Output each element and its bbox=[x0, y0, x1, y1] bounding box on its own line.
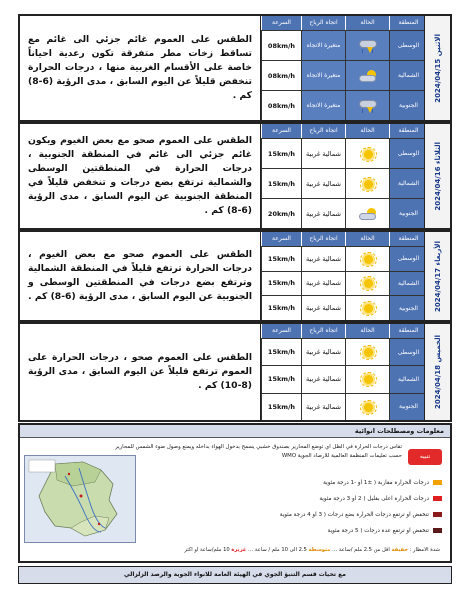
table-row bbox=[261, 60, 427, 90]
header-condition: الحالة bbox=[345, 232, 389, 246]
condition-cell bbox=[345, 394, 389, 420]
scale-moderate: متوسطة bbox=[308, 547, 331, 553]
wind-speed: 08km/h bbox=[261, 91, 301, 120]
sun-icon bbox=[358, 300, 378, 316]
notes-section bbox=[18, 423, 452, 563]
wind-direction: شمالية غربية bbox=[301, 339, 345, 365]
footer: مع تحيات قسم التنبؤ الجوي في الهيئة العامة للانواء الجوية والرصد الزلزالي bbox=[18, 566, 452, 584]
wind-direction: متغيرة الاتجاه bbox=[301, 91, 345, 120]
region-label: الجنوبية bbox=[389, 91, 427, 120]
sun-icon bbox=[358, 146, 378, 162]
wind-speed: 08km/h bbox=[261, 61, 301, 90]
sun-icon bbox=[358, 371, 378, 387]
legend-swatch bbox=[433, 480, 442, 485]
scale-heavy: غزيرة bbox=[231, 547, 247, 553]
wind-speed: 20km/h bbox=[261, 199, 301, 228]
sun-icon bbox=[358, 251, 378, 267]
condition-cell bbox=[345, 31, 389, 60]
scale-light: خفيفة bbox=[391, 547, 408, 553]
header-condition: الحالة bbox=[345, 124, 389, 138]
region-table bbox=[260, 124, 426, 228]
sun-icon bbox=[358, 176, 378, 192]
legend-label: تنخفض او ترتفع درجات الحرارة بضع درجات ( 3 او 4 درجة مئوية bbox=[279, 512, 429, 518]
wind-speed: 15km/h bbox=[261, 247, 301, 271]
wind-direction: شمالية غربية bbox=[301, 139, 345, 168]
wind-direction: شمالية غربية bbox=[301, 169, 345, 198]
header-speed: السرعة bbox=[261, 124, 301, 138]
table-row bbox=[261, 198, 427, 228]
table-row bbox=[261, 295, 427, 320]
legend-label: درجات الحرارة اعلى بقليل ( 2 او 3 درجة مئوية bbox=[319, 496, 429, 502]
partly-cloudy-icon bbox=[358, 206, 378, 222]
partly-cloudy-icon bbox=[358, 68, 378, 84]
sun-icon bbox=[358, 399, 378, 415]
wind-speed: 15km/h bbox=[261, 139, 301, 168]
day-description: الطقس على العموم صحو مع بعض الغيوم ، درجات الحرارة ترتفع قليلاً في المنطقة الشمالية وترتفع بضع درجات في المنطقتين الوسطى و الجنوبية عن اليوم السابق ، مدى الرؤية (6-8) كم . bbox=[28, 249, 252, 302]
wind-direction: متغيرة الاتجاه bbox=[301, 31, 345, 60]
region-label: الجنوبية bbox=[389, 296, 427, 320]
wind-direction: شمالية غربية bbox=[301, 247, 345, 271]
header-speed: السرعة bbox=[261, 324, 301, 338]
date-column bbox=[424, 124, 450, 228]
condition-cell bbox=[345, 139, 389, 168]
legend-item bbox=[280, 511, 442, 519]
region-label: الوسطى bbox=[389, 339, 427, 365]
wind-direction: شمالية غربية bbox=[301, 366, 345, 392]
header-condition: الحالة bbox=[345, 324, 389, 338]
table-row bbox=[261, 338, 427, 365]
region-label: الجنوبية bbox=[389, 394, 427, 420]
header-speed: السرعة bbox=[261, 232, 301, 246]
region-table bbox=[260, 232, 426, 320]
date-column bbox=[424, 232, 450, 320]
date-label: الخميس 2024/04/18 bbox=[433, 334, 442, 410]
header-wind-dir: اتجاه الرياح bbox=[301, 232, 345, 246]
table-row bbox=[261, 30, 427, 60]
header-region: المنطقة bbox=[389, 124, 427, 138]
header-region: المنطقة bbox=[389, 16, 427, 30]
wind-speed: 15km/h bbox=[261, 339, 301, 365]
condition-cell bbox=[345, 199, 389, 228]
header-wind-dir: اتجاه الرياح bbox=[301, 124, 345, 138]
scale-prefix: شدة الامطار : bbox=[409, 547, 440, 553]
region-label: الوسطى bbox=[389, 31, 427, 60]
table-row bbox=[261, 365, 427, 392]
legend-label: تنخفض او ترتفع عدة درجات ( 5 درجة مئوية bbox=[327, 528, 429, 534]
table-header bbox=[261, 124, 427, 138]
day-block bbox=[18, 230, 452, 322]
iraq-map bbox=[24, 455, 136, 543]
wind-direction: شمالية غربية bbox=[301, 394, 345, 420]
date-column bbox=[424, 16, 450, 120]
condition-cell bbox=[345, 296, 389, 320]
region-table bbox=[260, 324, 426, 420]
table-row bbox=[261, 138, 427, 168]
wind-direction: شمالية غربية bbox=[301, 199, 345, 228]
legend-item bbox=[323, 479, 442, 487]
condition-cell bbox=[345, 169, 389, 198]
rain-thunder-icon bbox=[358, 98, 378, 114]
region-label: الجنوبية bbox=[389, 199, 427, 228]
region-label: الشمالية bbox=[389, 169, 427, 198]
condition-cell bbox=[345, 61, 389, 90]
table-row bbox=[261, 271, 427, 296]
sun-icon bbox=[358, 344, 378, 360]
wind-direction: شمالية غربية bbox=[301, 296, 345, 320]
condition-cell bbox=[345, 339, 389, 365]
table-row bbox=[261, 246, 427, 271]
alert-badge: تنبيه bbox=[408, 449, 442, 465]
wind-direction: متغيرة الاتجاه bbox=[301, 61, 345, 90]
header-region: المنطقة bbox=[389, 324, 427, 338]
condition-cell bbox=[345, 91, 389, 120]
day-description: الطقس على العموم صحو ، درجات الحرارة على العموم ترتفع قليلاً عن اليوم السابق ، مدى الرؤية (8-10) كم . bbox=[28, 352, 252, 391]
wind-speed: 15km/h bbox=[261, 296, 301, 320]
region-label: الشمالية bbox=[389, 61, 427, 90]
condition-cell bbox=[345, 272, 389, 296]
region-label: الوسطى bbox=[389, 247, 427, 271]
table-row bbox=[261, 90, 427, 120]
header-region: المنطقة bbox=[389, 232, 427, 246]
region-table bbox=[260, 16, 426, 120]
header-speed: السرعة bbox=[261, 16, 301, 30]
day-description: الطقس على العموم غائم جزئي الى غائم مع تساقط زخات مطر متفرقة تكون رعدية احياناً خاصة على الأقسام الغربية منها ، درجات الحرارة تنخفض قليلاً عن اليوم السابق ، مدى الرؤية (6-8) كم . bbox=[28, 34, 252, 101]
wind-speed: 15km/h bbox=[261, 394, 301, 420]
header-condition: الحالة bbox=[345, 16, 389, 30]
legend-item bbox=[328, 527, 442, 535]
condition-cell bbox=[345, 247, 389, 271]
header-wind-dir: اتجاه الرياح bbox=[301, 324, 345, 338]
legend-swatch bbox=[433, 496, 442, 501]
region-label: الشمالية bbox=[389, 366, 427, 392]
rain-thunder-icon bbox=[358, 38, 378, 54]
table-header bbox=[261, 232, 427, 246]
notes-title: معلومات ومصطلحات انوائية bbox=[20, 425, 450, 438]
wind-speed: 15km/h bbox=[261, 366, 301, 392]
legend-swatch bbox=[433, 528, 442, 533]
table-header bbox=[261, 324, 427, 338]
sun-icon bbox=[358, 275, 378, 291]
region-label: الشمالية bbox=[389, 272, 427, 296]
scale-heavy-text: 10 ملم/ساعة او اكثر bbox=[184, 547, 230, 553]
date-label: الثلاثاء 2024/04/16 bbox=[433, 141, 442, 211]
table-row bbox=[261, 393, 427, 420]
table-header bbox=[261, 16, 427, 30]
region-label: الوسطى bbox=[389, 139, 427, 168]
notes-text: تقاس درجات الحرارة في الظل اي توضع المحارير بصندوق خشبي يسمح بدخول الهواء بداخله ويمنع وصول ضوء الشمس للمحارير حسب تعليمات المنظمة العالمية للارصاد الجوية WMO bbox=[115, 444, 402, 459]
legend-label: درجات الحرارة مقاربة ( ±1 او -1 درجة مئوية bbox=[323, 480, 429, 486]
wind-speed: 15km/h bbox=[261, 272, 301, 296]
day-description: الطقس على العموم صحو مع بعض الغيوم ويكون غائم جزئي الى غائم في المنطقة الجنوبية ، درجات الحرارة في المنطقتين الوسطى والشمالية ترتفع بضع درجات و تنخفض قليلاً في المنطقة الجنوبية عن اليوم السابق ، مدى الرؤية (6-8) كم . bbox=[28, 135, 252, 216]
date-label: الأربعاء 2024/04/17 bbox=[433, 240, 442, 312]
wind-direction: شمالية غربية bbox=[301, 272, 345, 296]
scale-moderate-text: 2.5 الى 10 ملم / ساعة bbox=[254, 547, 307, 553]
rain-intensity-scale: شدة الامطار : خفيفة اقل من 2.5 ملم /ساعة … متوسطة 2.5 الى 10 ملم / ساعة … غزيرة 10 ملم/ساعة او اكثر bbox=[184, 547, 440, 553]
date-label: الاثنين 2024/04/15 bbox=[433, 33, 442, 103]
day-block bbox=[18, 322, 452, 422]
legend-item bbox=[319, 495, 442, 503]
wind-speed: 08km/h bbox=[261, 31, 301, 60]
day-block bbox=[18, 14, 452, 122]
condition-cell bbox=[345, 366, 389, 392]
header-wind-dir: اتجاه الرياح bbox=[301, 16, 345, 30]
scale-light-text: اقل من 2.5 ملم /ساعة bbox=[338, 547, 390, 553]
date-column bbox=[424, 324, 450, 420]
legend-swatch bbox=[433, 512, 442, 517]
table-row bbox=[261, 168, 427, 198]
day-block bbox=[18, 122, 452, 230]
wind-speed: 15km/h bbox=[261, 169, 301, 198]
